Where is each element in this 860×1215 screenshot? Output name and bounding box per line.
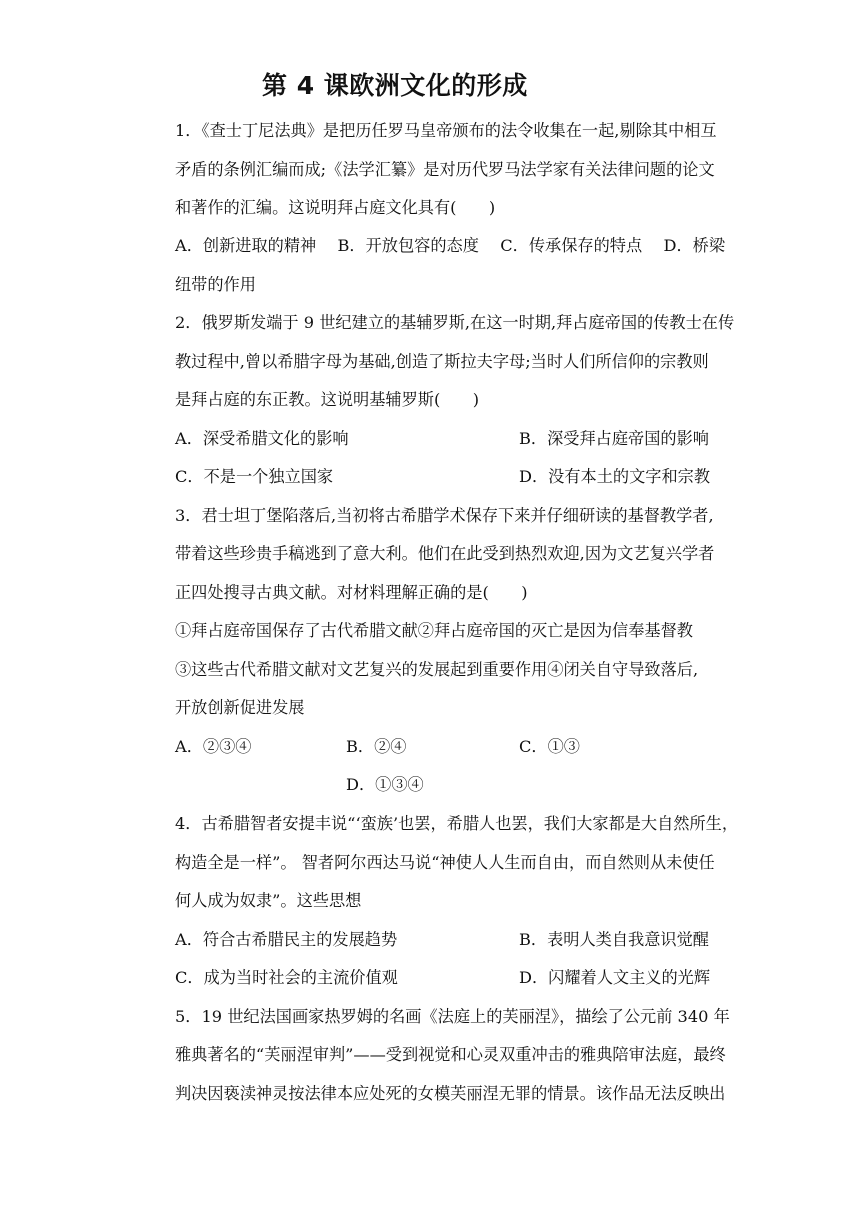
q4-line-2: 构造全是一样”。 智者阿尔西达马说“神使人人生而自由，而自然则从未使任 — [175, 853, 715, 872]
q3-line-2: 带着这些珍贵手稿逃到了意大利。他们在此受到热烈欢迎,因为文艺复兴学者 — [175, 544, 715, 563]
q3-option-d: D．①③④ — [346, 775, 424, 794]
q3-option-b: B．②④ — [346, 737, 407, 756]
q3-line-6: 开放创新促进发展 — [175, 698, 305, 717]
q2-line-2: 教过程中,曾以希腊字母为基础,创造了斯拉夫字母;当时人们所信仰的宗教则 — [175, 352, 709, 371]
q2-line-3: 是拜占庭的东正教。这说明基辅罗斯( ) — [175, 390, 480, 409]
q3-line-1: 3．君士坦丁堡陷落后,当初将古希腊学术保存下来并仔细研读的基督教学者, — [175, 506, 714, 525]
q5-line-2: 雅典著名的“芙丽涅审判”——受到视觉和心灵双重冲击的雅典陪审法庭，最终 — [175, 1045, 726, 1064]
q2-option-b: B．深受拜占庭帝国的影响 — [519, 429, 709, 448]
q5-line-3: 判决因亵渎神灵按法律本应处死的女模芙丽涅无罪的情景。该作品无法反映出 — [175, 1084, 726, 1103]
q1-options: A．创新进取的精神 B．开放包容的态度 C．传承保存的特点 D．桥梁 — [175, 236, 726, 255]
q4-option-c: C．成为当时社会的主流价值观 — [175, 968, 398, 987]
q3-line-3: 正四处搜寻古典文献。对材料理解正确的是( ) — [175, 583, 528, 602]
q4-option-d: D．闪耀着人文主义的光辉 — [519, 968, 711, 987]
page-title: 第 4 课欧洲文化的形成 — [262, 71, 528, 100]
q3-line-4: ①拜占庭帝国保存了古代希腊文献②拜占庭帝国的灭亡是因为信奉基督教 — [175, 621, 693, 640]
q2-line-1: 2．俄罗斯发端于 9 世纪建立的基辅罗斯,在这一时期,拜占庭帝国的传教士在传 — [175, 313, 735, 332]
q1-options-wrap: 纽带的作用 — [175, 275, 256, 294]
q4-option-a: A．符合古希腊民主的发展趋势 — [175, 930, 398, 949]
q2-option-c: C．不是一个独立国家 — [175, 467, 334, 486]
q4-option-b: B．表明人类自我意识觉醒 — [519, 930, 709, 949]
q3-option-a: A．②③④ — [175, 737, 252, 756]
q3-line-5: ③这些古代希腊文献对文艺复兴的发展起到重要作用④闭关自守导致落后, — [175, 660, 699, 679]
q4-line-1: 4．古希腊智者安提丰说“‘蛮族’也罢，希腊人也罢，我们大家都是大自然所生， — [175, 814, 739, 833]
q3-option-c: C．①③ — [519, 737, 580, 756]
q1-line-2: 矛盾的条例汇编而成;《法学汇纂》是对历代罗马法学家有关法律问题的论文 — [175, 160, 715, 179]
q1-line-1: 1．《查士丁尼法典》是把历任罗马皇帝颁布的法令收集在一起,剔除其中相互 — [175, 121, 717, 140]
q2-option-a: A．深受希腊文化的影响 — [175, 429, 349, 448]
q5-line-1: 5．19 世纪法国画家热罗姆的名画《法庭上的芙丽涅》，描绘了公元前 340 年 — [175, 1007, 730, 1026]
q2-option-d: D．没有本土的文字和宗教 — [519, 467, 711, 486]
q4-line-3: 何人成为奴隶”。这些思想 — [175, 891, 362, 910]
q1-line-3: 和著作的汇编。这说明拜占庭文化具有( ) — [175, 198, 496, 217]
